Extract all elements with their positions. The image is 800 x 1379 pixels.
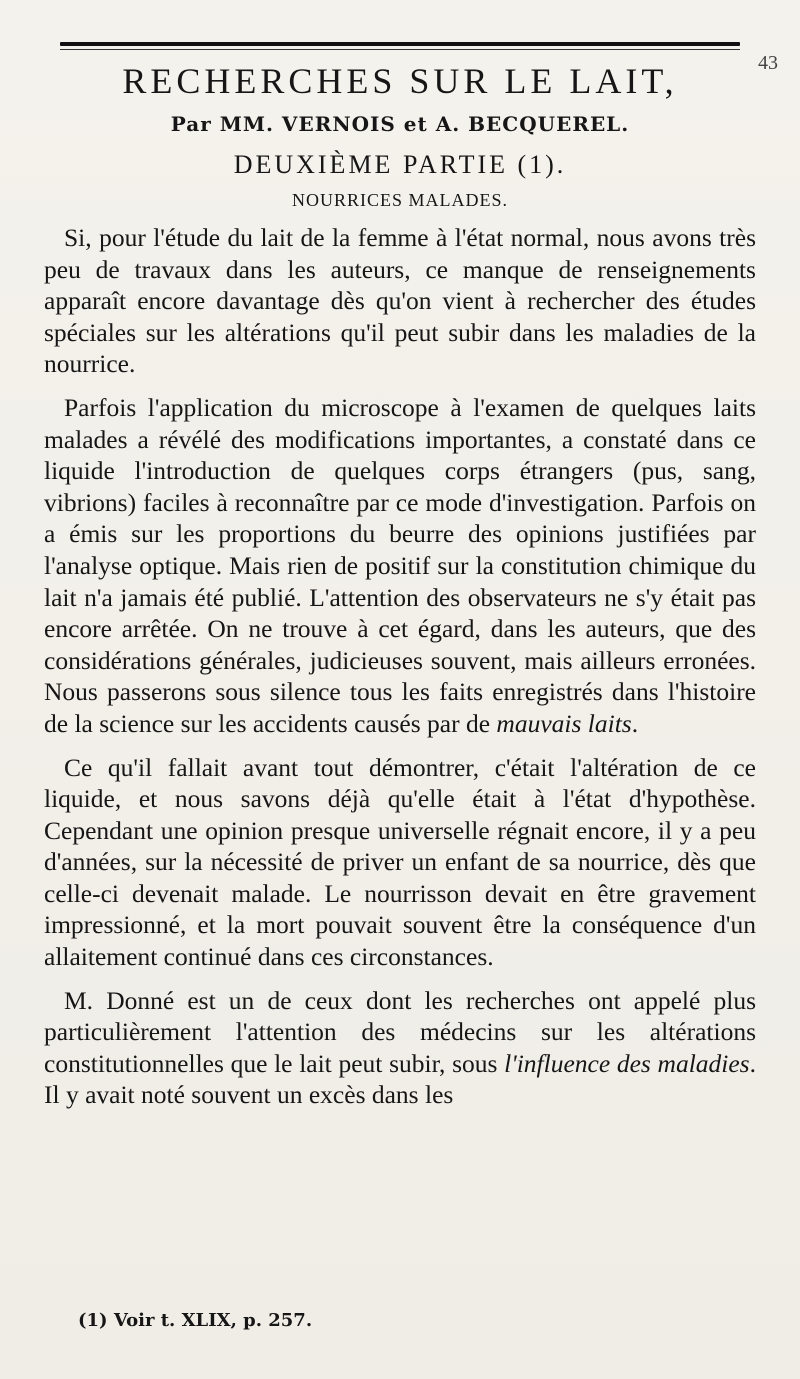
footnote: (1) Voir t. XLIX, p. 257.: [78, 1310, 313, 1331]
article-authors: Par MM. VERNOIS et A. BECQUEREL.: [170, 112, 630, 136]
top-rule-thin: [60, 49, 740, 50]
top-rule: [60, 42, 740, 46]
paragraph-4: M. Donné est un de ceux dont les recherches ont appelé plus particulièrement l'attention des médecins sur les altérations constitutionnelles que le lait peut subir, sous l'influence des maladies. Il y avait noté souvent un excès dans les: [44, 985, 756, 1110]
article-title: RECHERCHES SUR LE LAIT,: [122, 61, 678, 101]
section-heading: NOURRICES MALADES.: [291, 190, 509, 210]
paragraph-1: Si, pour l'étude du lait de la femme à l'état normal, nous avons très peu de travaux dans les auteurs, ce manque de renseignements apparaît encore davantage dès qu'on vient à rechercher des études spéciales sur les altérations qu'il peut subir dans les maladies de la nourrice.: [44, 223, 756, 379]
page-number: 43: [758, 52, 778, 74]
article-body: [44, 222, 756, 1123]
paragraph-3: Ce qu'il fallait avant tout démontrer, c'était l'altération de ce liquide, et nous savons déjà qu'elle était à l'état d'hypothèse. Cependant une opinion presque universelle régnait encore, il y a peu d'années, sur la nécessité de priver un enfant de sa nourrice, dès que celle-ci devenait malade. Le nourrisson devait en être gravement impressionné, et la mort pouvait souvent être la conséquence d'un allaitement continué dans ces circonstances.: [44, 752, 756, 972]
paragraph-2: Parfois l'application du microscope à l'examen de quelques laits malades a révélé des modifications importantes, a constaté dans ce liquide l'introduction de quelques corps étrangers (pus, sang, vibrions) faciles à reconnaître par ce mode d'investigation. Parfois on a émis sur les proportions du beurre des opinions justifiées par l'analyse optique. Mais rien de positif sur la constitution chimique du lait n'a jamais été publié. L'attention des observateurs ne s'y était pas encore arrêtée. On ne trouve à cet égard, dans les auteurs, que des considérations générales, judicieuses souvent, mais ailleurs erronées. Nous passerons sous silence tous les faits enregistrés dans l'histoire de la science sur les accidents causés par de mauvais laits.: [44, 392, 756, 738]
part-heading: DEUXIÈME PARTIE (1).: [233, 150, 567, 179]
